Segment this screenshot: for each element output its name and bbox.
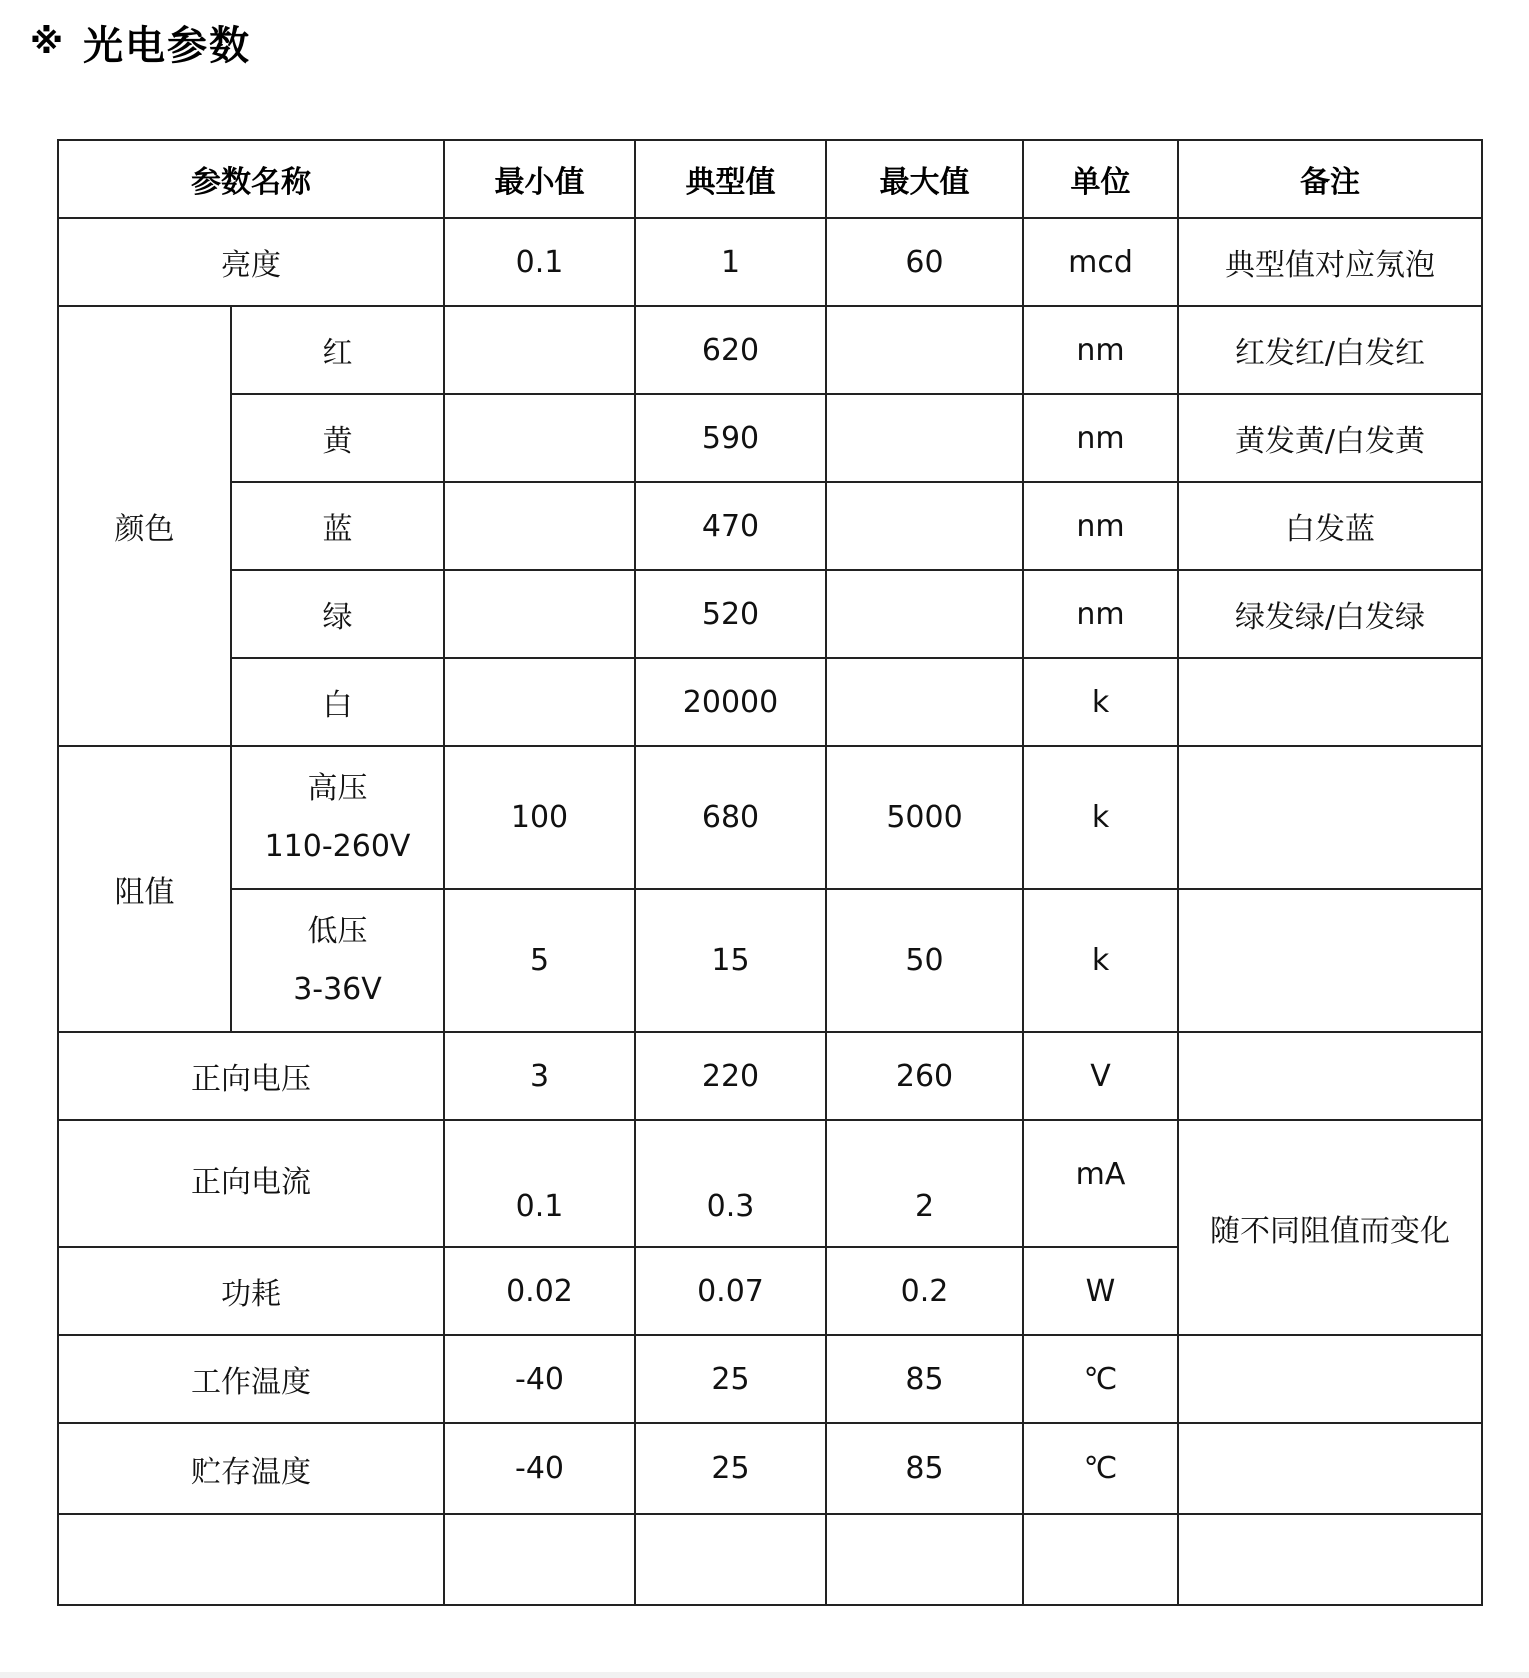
typ-value: 0.3 bbox=[635, 1120, 826, 1247]
typ-value: 590 bbox=[635, 394, 826, 482]
min-value bbox=[444, 482, 635, 570]
table-row-forward-voltage bbox=[58, 1032, 1482, 1120]
empty-cell bbox=[1178, 1514, 1482, 1605]
min-value bbox=[444, 306, 635, 394]
sub-param-line2: 110-260V bbox=[264, 828, 411, 864]
sub-param-line2: 3-36V bbox=[293, 971, 382, 1007]
min-value: 0.1 bbox=[444, 218, 635, 306]
param-name-color: 颜色 bbox=[58, 306, 231, 746]
max-value: 60 bbox=[826, 218, 1023, 306]
typ-value: 620 bbox=[635, 306, 826, 394]
min-value: 0.1 bbox=[444, 1120, 635, 1247]
header-min: 最小值 bbox=[444, 140, 635, 218]
section-title bbox=[30, 14, 251, 70]
header-note: 备注 bbox=[1178, 140, 1482, 218]
table-row-operating-temperature bbox=[58, 1335, 1482, 1423]
note: 白发蓝 bbox=[1178, 482, 1482, 570]
max-value: 85 bbox=[826, 1335, 1023, 1423]
min-value: -40 bbox=[444, 1423, 635, 1514]
typ-value: 470 bbox=[635, 482, 826, 570]
max-value bbox=[826, 570, 1023, 658]
param-name: 亮度 bbox=[58, 218, 444, 306]
note bbox=[1178, 1032, 1482, 1120]
section-title-text: 光电参数 bbox=[83, 22, 252, 69]
unit: ℃ bbox=[1023, 1335, 1178, 1423]
min-value: 0.02 bbox=[444, 1247, 635, 1335]
table-row-color-green bbox=[58, 570, 1482, 658]
typ-value: 0.07 bbox=[635, 1247, 826, 1335]
table-row-color-blue bbox=[58, 482, 1482, 570]
param-name-resistance: 阻值 bbox=[58, 746, 231, 1032]
unit: nm bbox=[1023, 482, 1178, 570]
note bbox=[1178, 1335, 1482, 1423]
max-value: 0.2 bbox=[826, 1247, 1023, 1335]
min-value bbox=[444, 570, 635, 658]
table-row-color-red bbox=[58, 306, 1482, 394]
empty-cell bbox=[1023, 1514, 1178, 1605]
unit: nm bbox=[1023, 394, 1178, 482]
note: 绿发绿/白发绿 bbox=[1178, 570, 1482, 658]
sub-param: 红 bbox=[231, 306, 444, 394]
empty-cell bbox=[635, 1514, 826, 1605]
unit: k bbox=[1023, 658, 1178, 746]
empty-cell bbox=[444, 1514, 635, 1605]
min-value: 100 bbox=[444, 746, 635, 889]
param-name: 正向电流 bbox=[58, 1120, 444, 1247]
sub-param: 绿 bbox=[231, 570, 444, 658]
table-row-forward-current bbox=[58, 1120, 1482, 1247]
note-merged: 随不同阻值而变化 bbox=[1178, 1120, 1482, 1335]
max-value bbox=[826, 482, 1023, 570]
min-value: -40 bbox=[444, 1335, 635, 1423]
sub-param: 蓝 bbox=[231, 482, 444, 570]
page-bottom-edge bbox=[0, 1672, 1529, 1678]
min-value: 3 bbox=[444, 1032, 635, 1120]
max-value: 260 bbox=[826, 1032, 1023, 1120]
table-row-color-yellow bbox=[58, 394, 1482, 482]
unit: V bbox=[1023, 1032, 1178, 1120]
note: 黄发黄/白发黄 bbox=[1178, 394, 1482, 482]
note bbox=[1178, 746, 1482, 889]
min-value bbox=[444, 394, 635, 482]
optoelectronic-parameters-table bbox=[57, 139, 1483, 1606]
unit: ℃ bbox=[1023, 1423, 1178, 1514]
reference-mark-icon: ※ bbox=[30, 22, 66, 62]
param-name: 工作温度 bbox=[58, 1335, 444, 1423]
param-name: 功耗 bbox=[58, 1247, 444, 1335]
max-value: 2 bbox=[826, 1120, 1023, 1247]
table-row-empty bbox=[58, 1514, 1482, 1605]
header-param-name: 参数名称 bbox=[58, 140, 444, 218]
max-value: 50 bbox=[826, 889, 1023, 1032]
unit: mA bbox=[1023, 1120, 1178, 1247]
unit: nm bbox=[1023, 306, 1178, 394]
table-row-resistance-low bbox=[58, 889, 1482, 1032]
sub-param-line1: 高压 bbox=[307, 770, 368, 806]
typ-value: 25 bbox=[635, 1335, 826, 1423]
note bbox=[1178, 889, 1482, 1032]
sub-param-high-voltage bbox=[231, 746, 444, 889]
max-value bbox=[826, 306, 1023, 394]
empty-cell bbox=[826, 1514, 1023, 1605]
table-header-row bbox=[58, 140, 1482, 218]
sub-param-low-voltage bbox=[231, 889, 444, 1032]
max-value bbox=[826, 658, 1023, 746]
table-row-resistance-high bbox=[58, 746, 1482, 889]
max-value bbox=[826, 394, 1023, 482]
typ-value: 680 bbox=[635, 746, 826, 889]
typ-value: 20000 bbox=[635, 658, 826, 746]
max-value: 5000 bbox=[826, 746, 1023, 889]
note: 红发红/白发红 bbox=[1178, 306, 1482, 394]
typ-value: 25 bbox=[635, 1423, 826, 1514]
unit: mcd bbox=[1023, 218, 1178, 306]
sub-param: 黄 bbox=[231, 394, 444, 482]
header-max: 最大值 bbox=[826, 140, 1023, 218]
note: 典型值对应氖泡 bbox=[1178, 218, 1482, 306]
unit: k bbox=[1023, 889, 1178, 1032]
header-typ: 典型值 bbox=[635, 140, 826, 218]
typ-value: 220 bbox=[635, 1032, 826, 1120]
note bbox=[1178, 658, 1482, 746]
param-name: 正向电压 bbox=[58, 1032, 444, 1120]
sub-param-line1: 低压 bbox=[307, 913, 368, 949]
sub-param: 白 bbox=[231, 658, 444, 746]
note bbox=[1178, 1423, 1482, 1514]
empty-cell bbox=[58, 1514, 444, 1605]
max-value: 85 bbox=[826, 1423, 1023, 1514]
param-name: 贮存温度 bbox=[58, 1423, 444, 1514]
typ-value: 520 bbox=[635, 570, 826, 658]
unit: k bbox=[1023, 746, 1178, 889]
table-row-storage-temperature bbox=[58, 1423, 1482, 1514]
table-row-brightness bbox=[58, 218, 1482, 306]
unit: W bbox=[1023, 1247, 1178, 1335]
header-unit: 单位 bbox=[1023, 140, 1178, 218]
typ-value: 1 bbox=[635, 218, 826, 306]
unit: nm bbox=[1023, 570, 1178, 658]
table-row-color-white bbox=[58, 658, 1482, 746]
typ-value: 15 bbox=[635, 889, 826, 1032]
min-value: 5 bbox=[444, 889, 635, 1032]
min-value bbox=[444, 658, 635, 746]
